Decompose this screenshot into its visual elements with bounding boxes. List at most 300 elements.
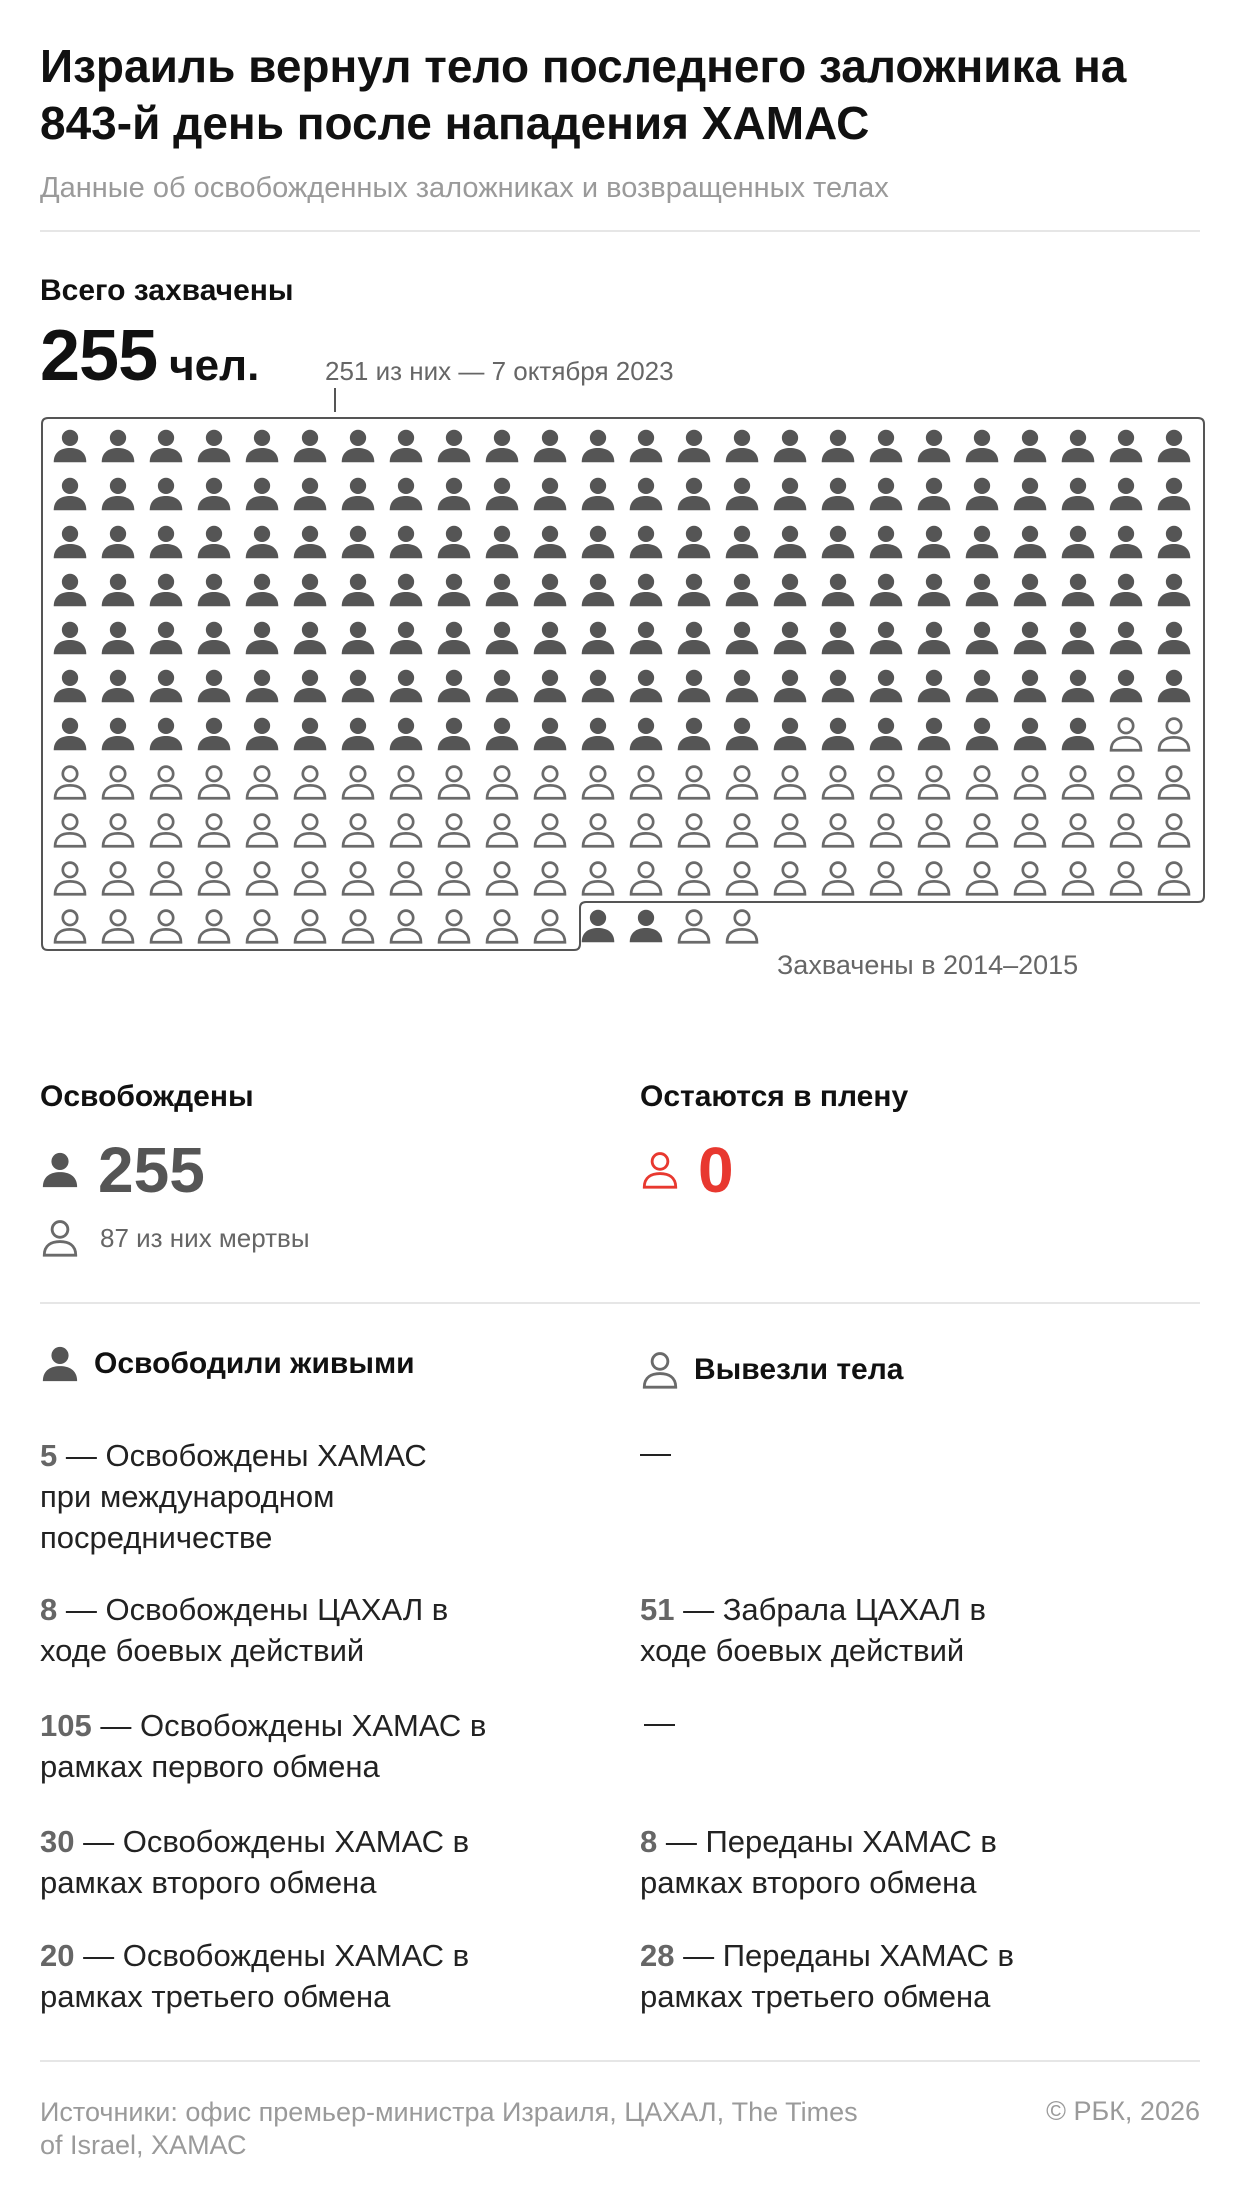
person-outline-icon (295, 815, 325, 847)
total-label: Всего захвачены (40, 274, 294, 307)
person-filled-icon (582, 526, 615, 559)
person-filled-icon (822, 430, 855, 463)
person-filled-icon (726, 478, 759, 511)
bodies-section-header (640, 1350, 904, 1390)
person-filled-icon (150, 622, 183, 655)
person-filled-icon (678, 670, 711, 703)
person-filled-icon (1014, 622, 1047, 655)
person-filled-icon (966, 718, 999, 751)
item-count: 51 (640, 1592, 675, 1627)
person-filled-icon (1158, 670, 1191, 703)
item-text: — Освобождены ХАМАС при международном посредничестве (40, 1438, 427, 1555)
person-outline-icon (199, 863, 229, 895)
person-outline-red-icon (640, 1150, 680, 1190)
extra-group-note: Захвачены в 2014–2015 (777, 950, 1079, 980)
person-outline-icon (343, 815, 373, 847)
person-filled-icon (1158, 526, 1191, 559)
person-filled-icon (246, 670, 279, 703)
person-outline-icon (487, 815, 517, 847)
person-filled-icon (870, 430, 903, 463)
person-filled-icon (918, 718, 951, 751)
remain-label: Остаются в плену (640, 1080, 909, 1113)
person-outline-icon (439, 767, 469, 799)
person-outline-icon (823, 863, 853, 895)
person-outline-icon (919, 863, 949, 895)
person-outline-icon (391, 767, 421, 799)
person-filled-icon (390, 478, 423, 511)
person-filled-icon (822, 670, 855, 703)
person-filled-icon (918, 574, 951, 607)
person-filled-icon (1110, 670, 1143, 703)
person-filled-icon (54, 622, 87, 655)
person-filled-icon (102, 478, 135, 511)
person-outline-icon (583, 767, 613, 799)
person-outline-icon (295, 767, 325, 799)
person-outline-icon (1015, 863, 1045, 895)
person-outline-icon (775, 767, 805, 799)
person-filled-icon (726, 430, 759, 463)
person-filled-icon (1062, 670, 1095, 703)
person-outline-icon (823, 767, 853, 799)
list-item (40, 1435, 480, 1558)
list-item (640, 1935, 1080, 2017)
person-filled-icon (294, 622, 327, 655)
person-outline-icon (247, 815, 277, 847)
person-filled-icon (822, 622, 855, 655)
person-filled-icon (630, 526, 663, 559)
person-outline-icon (343, 767, 373, 799)
person-outline-icon (1159, 863, 1189, 895)
page-title: Израиль вернул тело последнего заложника на 843-й день после нападения ХАМАС (40, 40, 1127, 149)
person-outline-icon (391, 911, 421, 943)
person-filled-icon (390, 574, 423, 607)
freed-dead-row (40, 1218, 310, 1258)
person-filled-icon (1062, 526, 1095, 559)
person-filled-icon (198, 718, 231, 751)
person-filled-icon (582, 430, 615, 463)
person-outline-icon (1063, 815, 1093, 847)
item-count: 28 (640, 1938, 675, 1973)
person-outline-icon (55, 767, 85, 799)
person-filled-icon (438, 430, 471, 463)
person-filled-icon (486, 430, 519, 463)
person-filled-icon (870, 526, 903, 559)
item-count: 105 (40, 1708, 92, 1743)
person-outline-icon (295, 911, 325, 943)
person-filled-icon (726, 718, 759, 751)
person-filled-icon (1014, 478, 1047, 511)
person-outline-icon (247, 863, 277, 895)
empty-dash: — (640, 1435, 671, 1470)
person-outline-icon (199, 911, 229, 943)
person-filled-icon (726, 622, 759, 655)
person-filled-icon (294, 478, 327, 511)
person-filled-icon (966, 622, 999, 655)
person-outline-icon (535, 767, 565, 799)
divider (40, 2060, 1200, 2062)
list-item (40, 1935, 540, 2017)
person-filled-icon (1110, 478, 1143, 511)
person-filled-icon (1062, 478, 1095, 511)
person-outline-icon (1159, 719, 1189, 751)
freed-number: 255 (98, 1134, 205, 1206)
person-filled-icon (486, 574, 519, 607)
person-filled-icon (534, 526, 567, 559)
person-filled-icon (486, 622, 519, 655)
copyright: © РБК, 2026 (1046, 2096, 1200, 2126)
person-filled-icon (774, 574, 807, 607)
person-filled-icon (342, 574, 375, 607)
person-outline-icon (151, 863, 181, 895)
list-item (40, 1705, 540, 1787)
list-item (40, 1821, 540, 1903)
person-filled-icon (486, 526, 519, 559)
person-filled-icon (966, 430, 999, 463)
person-outline-icon (1159, 767, 1189, 799)
person-outline-icon (295, 863, 325, 895)
person-outline-icon (535, 815, 565, 847)
person-filled-icon (40, 1150, 80, 1190)
person-filled-icon (918, 526, 951, 559)
person-filled-icon (390, 526, 423, 559)
person-outline-icon (103, 863, 133, 895)
person-filled-icon (870, 718, 903, 751)
person-filled-icon (438, 718, 471, 751)
person-outline-icon (1063, 767, 1093, 799)
person-filled-icon (1158, 622, 1191, 655)
total-number: 255 (40, 316, 158, 396)
person-filled-icon (822, 718, 855, 751)
person-outline-icon (55, 815, 85, 847)
person-outline-icon (151, 815, 181, 847)
person-outline-icon (919, 767, 949, 799)
person-outline-icon (631, 863, 661, 895)
person-filled-icon (534, 430, 567, 463)
person-filled-icon (342, 670, 375, 703)
empty-dash: — (644, 1705, 675, 1740)
person-outline-icon (631, 767, 661, 799)
person-filled-icon (678, 526, 711, 559)
person-filled-icon (678, 574, 711, 607)
person-filled-icon (1062, 718, 1095, 751)
person-filled-icon (102, 670, 135, 703)
person-filled-icon (534, 574, 567, 607)
person-outline-icon (439, 815, 469, 847)
person-outline-icon (1111, 863, 1141, 895)
person-filled-icon (438, 574, 471, 607)
person-filled-icon (1014, 430, 1047, 463)
person-outline-icon (631, 815, 661, 847)
person-outline-icon (775, 815, 805, 847)
person-filled-icon (294, 574, 327, 607)
person-outline-icon (487, 911, 517, 943)
person-outline-icon (535, 911, 565, 943)
person-filled-icon (150, 478, 183, 511)
person-filled-icon (870, 670, 903, 703)
person-filled-icon (102, 430, 135, 463)
page-subtitle: Данные об освобожденных заложниках и возвращенных телах (40, 172, 889, 204)
person-outline-icon (679, 767, 709, 799)
person-filled-icon (246, 574, 279, 607)
person-filled-icon (150, 430, 183, 463)
freed-label: Освобождены (40, 1080, 254, 1113)
remain-number: 0 (698, 1134, 734, 1206)
person-filled-icon (390, 430, 423, 463)
person-filled-icon (1014, 574, 1047, 607)
person-outline-icon (679, 911, 709, 943)
person-outline-icon (1111, 719, 1141, 751)
person-filled-icon (774, 526, 807, 559)
person-outline-icon (487, 863, 517, 895)
person-filled-icon (246, 526, 279, 559)
person-filled-icon (678, 430, 711, 463)
person-outline-icon (439, 863, 469, 895)
person-filled-icon (726, 670, 759, 703)
list-item (40, 1589, 480, 1671)
item-text: — Освобождены ХАМАС в рамках третьего обмена (40, 1938, 470, 2014)
person-filled-icon (198, 574, 231, 607)
person-filled-icon (102, 718, 135, 751)
person-filled-icon (438, 526, 471, 559)
person-filled-icon (150, 670, 183, 703)
person-outline-icon (247, 911, 277, 943)
person-filled-icon (582, 910, 615, 943)
person-filled-icon (582, 622, 615, 655)
person-outline-icon (1063, 863, 1093, 895)
person-outline-icon (919, 815, 949, 847)
person-filled-icon (102, 574, 135, 607)
total-note: 251 из них — 7 октября 2023 (325, 356, 674, 386)
remain-summary (640, 1080, 909, 1206)
person-filled-icon (342, 622, 375, 655)
person-filled-icon (1062, 430, 1095, 463)
person-outline-icon (967, 863, 997, 895)
person-filled-icon (774, 670, 807, 703)
person-filled-icon (918, 478, 951, 511)
person-filled-icon (342, 718, 375, 751)
person-filled-icon (774, 718, 807, 751)
person-filled-icon (822, 478, 855, 511)
person-filled-icon (534, 718, 567, 751)
person-outline-icon (871, 863, 901, 895)
person-outline-icon (679, 815, 709, 847)
person-filled-icon (150, 718, 183, 751)
person-outline-icon (343, 863, 373, 895)
person-filled-icon (1014, 526, 1047, 559)
person-filled-icon (486, 478, 519, 511)
person-filled-icon (918, 670, 951, 703)
person-filled-icon (966, 526, 999, 559)
person-outline-icon (55, 863, 85, 895)
item-count: 8 (640, 1824, 658, 1859)
person-filled-icon (726, 574, 759, 607)
person-outline-icon (967, 815, 997, 847)
person-filled-icon (438, 478, 471, 511)
person-filled-icon (1110, 622, 1143, 655)
item-text: — Освобождены ХАМАС в рамках первого обмена (40, 1708, 487, 1784)
person-outline-icon (583, 863, 613, 895)
item-count: 20 (40, 1938, 75, 1973)
person-outline-icon (727, 815, 757, 847)
person-filled-icon (294, 430, 327, 463)
person-outline-icon (727, 767, 757, 799)
person-outline-icon (535, 863, 565, 895)
person-filled-icon (630, 910, 663, 943)
person-filled-icon (534, 670, 567, 703)
person-filled-icon (102, 526, 135, 559)
person-filled-icon (54, 574, 87, 607)
person-filled-icon (582, 478, 615, 511)
person-outline-icon (583, 815, 613, 847)
person-filled-icon (630, 670, 663, 703)
alive-section-label: Освободили живыми (94, 1347, 415, 1380)
item-text: — Переданы ХАМАС в рамках третьего обмена (640, 1938, 1015, 2014)
person-filled-icon (342, 478, 375, 511)
person-filled-icon (246, 430, 279, 463)
person-filled-icon (630, 574, 663, 607)
divider (40, 1302, 1200, 1304)
person-filled-icon (1062, 574, 1095, 607)
person-outline-icon (871, 815, 901, 847)
person-filled-icon (822, 526, 855, 559)
person-outline-icon (487, 767, 517, 799)
person-filled-icon (438, 670, 471, 703)
person-filled-icon (294, 718, 327, 751)
person-filled-icon (582, 670, 615, 703)
person-outline-icon (151, 911, 181, 943)
person-filled-icon (438, 622, 471, 655)
person-filled-icon (966, 478, 999, 511)
person-outline-icon (1159, 815, 1189, 847)
person-outline-icon (199, 815, 229, 847)
person-filled-icon (1110, 526, 1143, 559)
person-outline-icon (40, 1218, 80, 1258)
person-outline-icon (640, 1350, 680, 1390)
item-text: — Переданы ХАМАС в рамках второго обмена (640, 1824, 997, 1900)
person-filled-icon (918, 430, 951, 463)
total-unit: чел. (169, 341, 260, 390)
person-outline-icon (247, 767, 277, 799)
person-outline-icon (679, 863, 709, 895)
person-outline-icon (1015, 767, 1045, 799)
person-filled-icon (1110, 574, 1143, 607)
person-filled-icon (198, 478, 231, 511)
person-filled-icon (1062, 622, 1095, 655)
person-filled-icon (534, 478, 567, 511)
person-outline-icon (775, 863, 805, 895)
person-outline-icon (439, 911, 469, 943)
person-filled-icon (918, 622, 951, 655)
person-filled-icon (774, 622, 807, 655)
item-count: 5 (40, 1438, 58, 1473)
person-filled-icon (1014, 670, 1047, 703)
freed-figure (40, 1134, 310, 1206)
person-filled-icon (870, 574, 903, 607)
person-filled-icon (966, 574, 999, 607)
person-outline-icon (727, 911, 757, 943)
person-outline-icon (151, 767, 181, 799)
item-count: 8 (40, 1592, 58, 1627)
item-text: — Забрала ЦАХАЛ в ходе боевых действий (640, 1592, 986, 1668)
person-filled-icon (54, 478, 87, 511)
person-filled-icon (678, 478, 711, 511)
person-outline-icon (1015, 815, 1045, 847)
person-filled-icon (630, 718, 663, 751)
person-outline-icon (391, 815, 421, 847)
person-filled-icon (198, 430, 231, 463)
person-outline-icon (391, 863, 421, 895)
person-filled-icon (54, 430, 87, 463)
person-filled-icon (198, 526, 231, 559)
person-outline-icon (967, 767, 997, 799)
person-filled-icon (150, 574, 183, 607)
person-outline-icon (103, 815, 133, 847)
hostage-icon-grid (40, 0, 1200, 1010)
person-outline-icon (103, 767, 133, 799)
person-filled-icon (726, 526, 759, 559)
person-filled-icon (870, 478, 903, 511)
item-text: — Освобождены ЦАХАЛ в ходе боевых действий (40, 1592, 449, 1668)
person-filled-icon (198, 670, 231, 703)
person-filled-icon (54, 718, 87, 751)
person-filled-icon (150, 526, 183, 559)
person-outline-icon (823, 815, 853, 847)
person-filled-icon (534, 622, 567, 655)
remain-figure (640, 1134, 908, 1206)
person-filled-icon (1158, 478, 1191, 511)
person-filled-icon (54, 670, 87, 703)
person-filled-icon (246, 622, 279, 655)
person-outline-icon (1111, 815, 1141, 847)
person-outline-icon (727, 863, 757, 895)
person-filled-icon (342, 430, 375, 463)
person-filled-icon (678, 718, 711, 751)
person-outline-icon (199, 767, 229, 799)
person-filled-icon (630, 430, 663, 463)
alive-section-header (40, 1344, 415, 1384)
person-outline-icon (1111, 767, 1141, 799)
person-filled-icon (246, 478, 279, 511)
person-filled-icon (1158, 574, 1191, 607)
person-filled-icon (774, 430, 807, 463)
person-filled-icon (870, 622, 903, 655)
person-filled-icon (342, 526, 375, 559)
person-outline-icon (871, 767, 901, 799)
person-filled-icon (102, 622, 135, 655)
person-filled-icon (1014, 718, 1047, 751)
list-item (640, 1821, 1080, 1903)
person-filled-icon (294, 526, 327, 559)
person-outline-icon (55, 911, 85, 943)
sources: Источники: офис премьер-министра Израиля, ЦАХАЛ, The Times of Israel, ХАМАС (40, 2097, 858, 2160)
person-filled-icon (774, 478, 807, 511)
person-filled-icon (966, 670, 999, 703)
person-filled-icon (582, 718, 615, 751)
item-text: — Освобождены ХАМАС в рамках второго обмена (40, 1824, 470, 1900)
freed-dead-note: 87 из них мертвы (100, 1222, 310, 1253)
person-filled-icon (822, 574, 855, 607)
person-outline-icon (343, 911, 373, 943)
person-filled-icon (54, 526, 87, 559)
person-filled-icon (678, 622, 711, 655)
list-item (640, 1589, 1060, 1671)
person-filled-icon (1158, 430, 1191, 463)
freed-summary (40, 1080, 310, 1258)
person-filled-icon (630, 622, 663, 655)
person-filled-icon (486, 718, 519, 751)
person-filled-icon (246, 718, 279, 751)
item-count: 30 (40, 1824, 75, 1859)
